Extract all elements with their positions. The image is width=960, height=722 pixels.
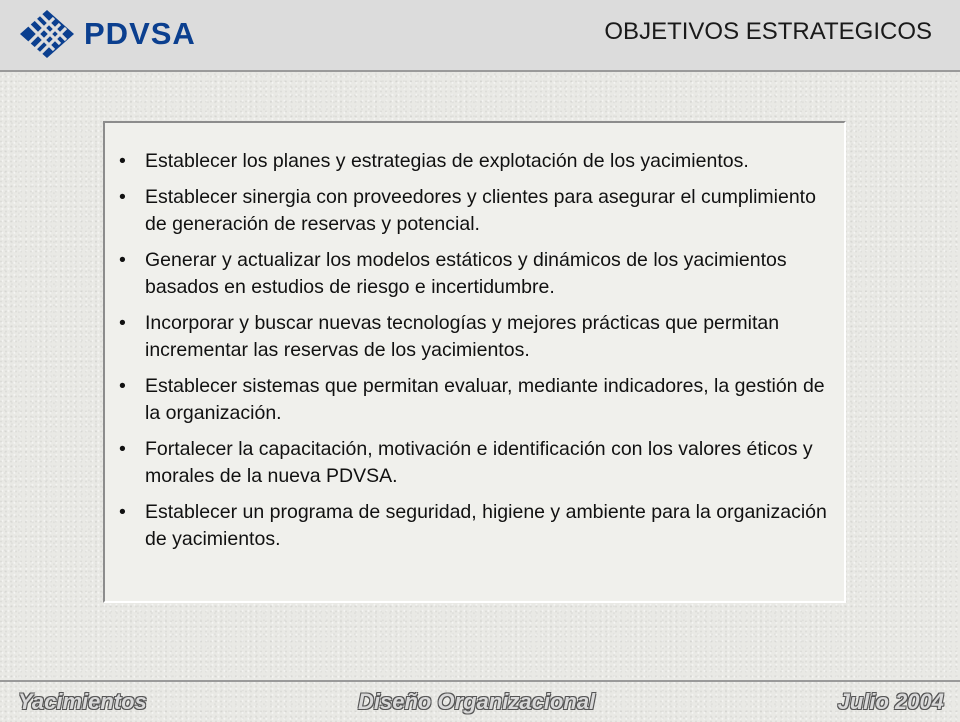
list-item (119, 184, 832, 238)
objective-text: Establecer sistemas que permitan evaluar, mediante indicadores, la gestión de la organización. (145, 375, 825, 424)
pdvsa-emblem-icon (18, 8, 76, 60)
pdvsa-logo (18, 8, 196, 60)
footer-center: Diseño Organizacional (358, 689, 596, 714)
list-item (119, 310, 832, 364)
objective-text: Establecer un programa de seguridad, higiene y ambiente para la organización de yacimientos. (145, 501, 827, 550)
footer-right: Julio 2004 (837, 689, 944, 714)
slide-header (0, 0, 960, 72)
bullet-icon: • (119, 186, 126, 208)
slide-footer (0, 680, 960, 722)
footer-left: Yacimientos (18, 689, 147, 714)
bullet-icon: • (119, 501, 126, 523)
page-title: OBJETIVOS ESTRATEGICOS (604, 18, 932, 45)
list-item (119, 436, 832, 490)
list-item (119, 247, 832, 301)
bullet-icon: • (119, 438, 126, 460)
bullet-icon: • (119, 150, 126, 172)
objective-text: Establecer sinergia con proveedores y clientes para asegurar el cumplimiento de generación de reservas y potencial. (145, 186, 816, 235)
list-item (119, 148, 832, 175)
logo-text: PDVSA (84, 16, 196, 51)
objectives-panel (103, 121, 846, 603)
bullet-icon: • (119, 249, 126, 271)
bullet-icon: • (119, 375, 126, 397)
list-item (119, 499, 832, 553)
objective-text: Generar y actualizar los modelos estáticos y dinámicos de los yacimientos basados en estudios de riesgo e incertidumbre. (145, 249, 787, 298)
objective-text: Fortalecer la capacitación, motivación e identificación con los valores éticos y morales de la nueva PDVSA. (145, 438, 813, 487)
bullet-icon: • (119, 312, 126, 334)
objectives-list (105, 123, 844, 553)
list-item (119, 373, 832, 427)
objective-text: Establecer los planes y estrategias de explotación de los yacimientos. (145, 150, 749, 172)
objective-text: Incorporar y buscar nuevas tecnologías y mejores prácticas que permitan incrementar las reservas de los yacimientos. (145, 312, 780, 361)
